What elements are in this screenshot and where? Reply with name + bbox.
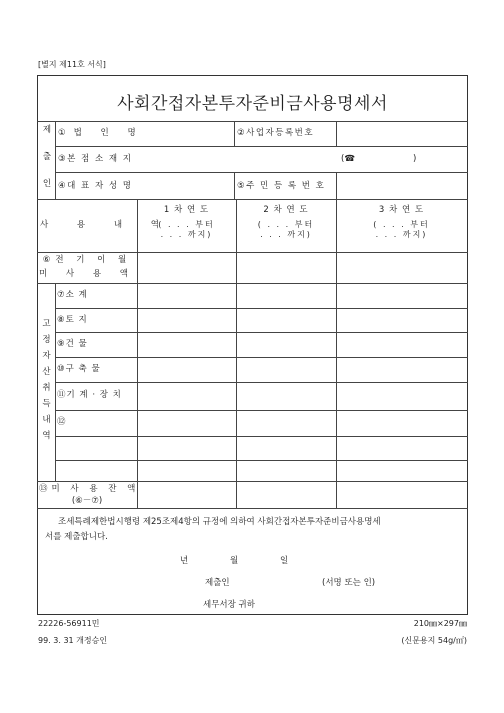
phone-mark: (☎ bbox=[341, 154, 355, 164]
biz-reg-no-field[interactable] bbox=[337, 122, 467, 145]
applicant-section-label bbox=[41, 126, 53, 189]
section-label-char: 취 bbox=[42, 383, 51, 393]
divider bbox=[37, 252, 468, 253]
subtotal-label: ⑦소 계 bbox=[57, 290, 88, 300]
year-to: . . . 까지) bbox=[260, 229, 312, 239]
divider bbox=[137, 199, 138, 508]
paper-size: 210㎜×297㎜ bbox=[413, 619, 467, 628]
year-to: . . . 까지) bbox=[375, 229, 428, 239]
section-label-char: 내 bbox=[42, 415, 51, 425]
date-month-label: 월 bbox=[230, 556, 239, 566]
phone-field[interactable] bbox=[352, 149, 410, 169]
carryover-line2: 미 사 용 액 bbox=[39, 268, 136, 279]
declaration-line2: 서를 제출합니다. bbox=[45, 532, 108, 542]
representative-label: ④대 표 자 성 명 bbox=[58, 181, 133, 191]
section-label-char: 득 bbox=[42, 399, 51, 409]
phone-close: ) bbox=[413, 154, 417, 164]
representative-field[interactable] bbox=[137, 173, 233, 198]
divider bbox=[336, 199, 337, 508]
divider bbox=[55, 436, 468, 437]
divider bbox=[37, 481, 468, 482]
year-title: 2 차 연 도 bbox=[263, 205, 309, 215]
divider bbox=[55, 357, 468, 358]
divider bbox=[37, 283, 468, 284]
section-label-char: 출 bbox=[42, 152, 52, 162]
divider bbox=[55, 283, 56, 481]
section-label-char: 자 bbox=[42, 351, 51, 361]
sign-note: (서명 또는 인) bbox=[322, 578, 376, 588]
unused-line2: (⑥－⑦) bbox=[71, 495, 103, 506]
section-label-char: 인 bbox=[42, 179, 52, 189]
divider bbox=[55, 332, 468, 333]
date-day-label: 일 bbox=[280, 556, 289, 566]
year-to: . . . 까지) bbox=[160, 229, 213, 239]
biz-reg-no-label: ②사업자등록번호 bbox=[237, 128, 315, 138]
approval-date: 99. 3. 31 개정승인 bbox=[38, 636, 108, 645]
section-label-char: 고 bbox=[42, 319, 51, 329]
divider bbox=[55, 308, 468, 309]
header-note: [별지 제11호 서식] bbox=[38, 60, 106, 69]
divider bbox=[55, 410, 468, 411]
row-12-label: ⑫ bbox=[57, 417, 66, 427]
carryover-line1: ⑥전 기 이 월 bbox=[42, 255, 132, 265]
submitter-field[interactable] bbox=[238, 574, 316, 590]
year-from: ( . . . 부터 bbox=[158, 219, 215, 229]
divider bbox=[55, 121, 56, 199]
year-3-header bbox=[336, 206, 467, 239]
year-1-header bbox=[137, 206, 236, 239]
year-2-header bbox=[236, 206, 336, 239]
divider bbox=[55, 460, 468, 461]
section-label-char: 산 bbox=[42, 367, 51, 377]
year-title: 1 차 연 도 bbox=[163, 205, 210, 215]
paper-type: (신문용지 54g/㎡) bbox=[401, 636, 467, 645]
machinery-label: ⑪기 계 · 장 치 bbox=[57, 390, 122, 400]
declaration-line1: 조세특례제한법시행령 제25조제4항의 규정에 의하여 사회간접자본투자준비금사용명세 bbox=[58, 517, 381, 527]
form-title: 사회간접자본투자준비금사용명세서 bbox=[117, 94, 388, 114]
corp-name-label: ①법 인 명 bbox=[58, 128, 144, 138]
divider bbox=[236, 199, 237, 508]
addressee: 세무서장 귀하 bbox=[203, 600, 255, 610]
date-year-label: 년 bbox=[180, 556, 189, 566]
corp-name-field[interactable] bbox=[137, 122, 233, 145]
year-from: ( . . . 부터 bbox=[373, 219, 430, 229]
divider bbox=[234, 121, 235, 147]
form-number: 22226-56911민 bbox=[38, 619, 100, 628]
carryover-label bbox=[39, 256, 135, 278]
section-label-char: 제 bbox=[42, 125, 52, 135]
divider bbox=[234, 172, 235, 199]
resident-no-field[interactable] bbox=[337, 173, 467, 198]
building-label: ⑨건 물 bbox=[57, 339, 88, 349]
section-label-char: 정 bbox=[42, 335, 51, 345]
resident-no-label: ⑤주 민 등 록 번 호 bbox=[237, 181, 326, 191]
structure-label: ⑩구 축 물 bbox=[57, 364, 101, 374]
submitter-label: 제출인 bbox=[205, 578, 230, 588]
unused-balance-label bbox=[39, 484, 140, 506]
land-label: ⑧토 지 bbox=[57, 315, 88, 325]
hq-address-label: ③본 점 소 재 지 bbox=[58, 154, 133, 164]
year-from: ( . . . 부터 bbox=[257, 219, 315, 229]
fixed-assets-section-label bbox=[40, 320, 53, 448]
unused-line1: ⑬미 사 용 잔 액 bbox=[39, 484, 140, 494]
year-title: 3 차 연 도 bbox=[378, 205, 425, 215]
usage-label: 사 용 내 역 bbox=[40, 220, 172, 230]
section-label-char: 역 bbox=[42, 431, 51, 441]
divider bbox=[37, 508, 468, 509]
hq-address-field[interactable] bbox=[137, 147, 332, 171]
divider bbox=[55, 382, 468, 383]
divider bbox=[37, 199, 468, 200]
